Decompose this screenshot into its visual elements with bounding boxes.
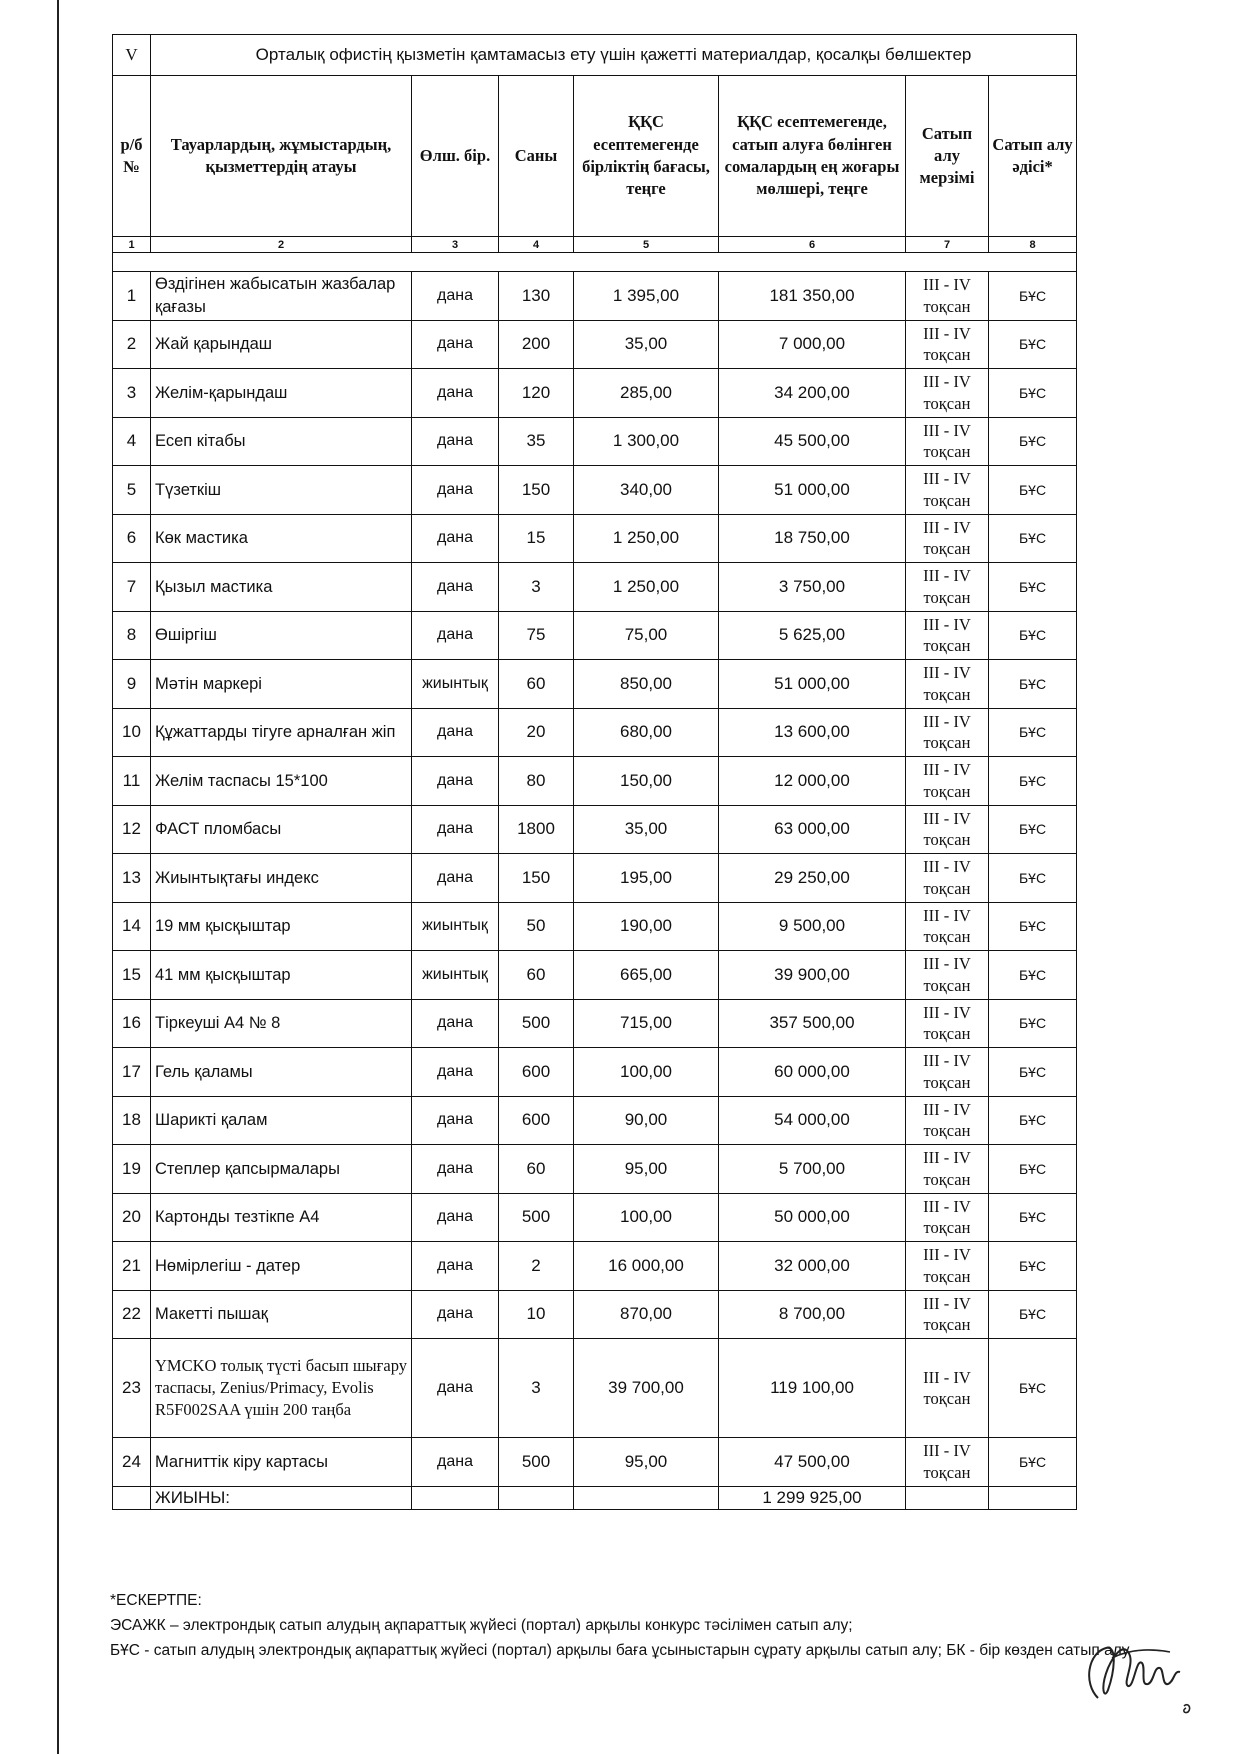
item-max-sum: 181 350,00 (719, 272, 906, 321)
item-name: Желім-қарындаш (151, 369, 412, 418)
scan-edge-left (57, 0, 59, 1754)
item-qty: 150 (499, 466, 574, 515)
item-unit-price: 715,00 (574, 999, 719, 1048)
item-qty: 75 (499, 611, 574, 660)
item-name: Есеп кітабы (151, 417, 412, 466)
table-row (113, 611, 1077, 660)
header-method: Сатып алу әдісі* (989, 76, 1077, 237)
item-unit: дана (412, 757, 499, 806)
item-name: Қызыл мастика (151, 563, 412, 612)
item-unit-price: 75,00 (574, 611, 719, 660)
table-row (113, 417, 1077, 466)
item-unit-price: 95,00 (574, 1145, 719, 1194)
table-row (113, 1096, 1077, 1145)
item-name: Мәтін маркері (151, 660, 412, 709)
item-term: III - IV тоқсан (906, 563, 989, 612)
item-qty: 600 (499, 1048, 574, 1097)
item-method: БҰС (989, 757, 1077, 806)
item-qty: 130 (499, 272, 574, 321)
item-name: Өздігінен жабысатын жазбалар қағазы (151, 272, 412, 321)
row-number: 24 (113, 1438, 151, 1487)
item-term: III - IV тоқсан (906, 951, 989, 1000)
item-term: III - IV тоқсан (906, 854, 989, 903)
item-term: III - IV тоқсан (906, 1290, 989, 1339)
item-name: Жиынтықтағы индекс (151, 854, 412, 903)
notes (110, 1588, 1130, 1663)
item-method: БҰС (989, 708, 1077, 757)
row-number: 4 (113, 417, 151, 466)
item-unit-price: 665,00 (574, 951, 719, 1000)
item-term: III - IV тоқсан (906, 1339, 989, 1438)
total-blank (989, 1486, 1077, 1509)
item-term: III - IV тоқсан (906, 1096, 989, 1145)
item-max-sum: 8 700,00 (719, 1290, 906, 1339)
item-unit: дана (412, 466, 499, 515)
column-number: 4 (499, 237, 574, 253)
notes-line-esazhk: ЭСАЖК – электрондық сатып алудың ақпараттық жүйесі (портал) арқылы конкурс тәсілімен сатып алу; (110, 1617, 853, 1634)
item-max-sum: 63 000,00 (719, 805, 906, 854)
item-max-sum: 5 700,00 (719, 1145, 906, 1194)
row-number: 15 (113, 951, 151, 1000)
item-unit: дана (412, 320, 499, 369)
item-max-sum: 29 250,00 (719, 854, 906, 903)
item-qty: 60 (499, 951, 574, 1000)
column-number: 3 (412, 237, 499, 253)
item-qty: 15 (499, 514, 574, 563)
item-unit-price: 35,00 (574, 320, 719, 369)
row-number: 17 (113, 1048, 151, 1097)
item-method: БҰС (989, 563, 1077, 612)
row-number: 8 (113, 611, 151, 660)
item-unit: дана (412, 1290, 499, 1339)
item-method: БҰС (989, 369, 1077, 418)
row-number: 2 (113, 320, 151, 369)
item-name: Картонды тезтікпе А4 (151, 1193, 412, 1242)
item-qty: 1800 (499, 805, 574, 854)
item-method: БҰС (989, 1438, 1077, 1487)
table-row (113, 1242, 1077, 1291)
item-term: III - IV тоқсан (906, 999, 989, 1048)
item-term: III - IV тоқсан (906, 611, 989, 660)
total-row (113, 1486, 1077, 1509)
item-unit: дана (412, 514, 499, 563)
table-row (113, 563, 1077, 612)
header-unit-price: ҚҚС есептемегенде бірліктің бағасы, теңге (574, 76, 719, 237)
item-unit-price: 285,00 (574, 369, 719, 418)
header-qty: Саны (499, 76, 574, 237)
table-row (113, 1193, 1077, 1242)
item-name: Көк мастика (151, 514, 412, 563)
table-row (113, 999, 1077, 1048)
item-term: III - IV тоқсан (906, 1438, 989, 1487)
item-unit-price: 190,00 (574, 902, 719, 951)
signature-image (1078, 1628, 1208, 1718)
item-term: III - IV тоқсан (906, 320, 989, 369)
item-unit-price: 850,00 (574, 660, 719, 709)
item-unit-price: 95,00 (574, 1438, 719, 1487)
table-row (113, 1290, 1077, 1339)
item-method: БҰС (989, 660, 1077, 709)
row-number: 1 (113, 272, 151, 321)
item-max-sum: 51 000,00 (719, 660, 906, 709)
item-name: Магниттік кіру картасы (151, 1438, 412, 1487)
section-number: V (113, 35, 151, 76)
item-qty: 60 (499, 660, 574, 709)
column-number: 7 (906, 237, 989, 253)
item-unit: дана (412, 611, 499, 660)
item-qty: 500 (499, 1193, 574, 1242)
item-unit: дана (412, 563, 499, 612)
item-name: Нөмірлегіш - датер (151, 1242, 412, 1291)
total-blank (412, 1486, 499, 1509)
item-method: БҰС (989, 272, 1077, 321)
item-method: БҰС (989, 1242, 1077, 1291)
item-unit: дана (412, 1145, 499, 1194)
table-row (113, 272, 1077, 321)
item-term: III - IV тоқсан (906, 805, 989, 854)
item-unit-price: 195,00 (574, 854, 719, 903)
item-name: Степлер қапсырмалары (151, 1145, 412, 1194)
row-number: 21 (113, 1242, 151, 1291)
item-method: БҰС (989, 902, 1077, 951)
item-method: БҰС (989, 1339, 1077, 1438)
item-unit: дана (412, 1438, 499, 1487)
spacer-cell (113, 253, 1077, 272)
item-method: БҰС (989, 1096, 1077, 1145)
table-row (113, 902, 1077, 951)
item-max-sum: 54 000,00 (719, 1096, 906, 1145)
header-max-sum: ҚҚС есептемегенде, сатып алуға бөлінген сомалардың ең жоғары мөлшері, теңге (719, 76, 906, 237)
item-name: Өшіргіш (151, 611, 412, 660)
item-qty: 150 (499, 854, 574, 903)
item-max-sum: 60 000,00 (719, 1048, 906, 1097)
column-number: 8 (989, 237, 1077, 253)
item-max-sum: 45 500,00 (719, 417, 906, 466)
procurement-table (112, 34, 1077, 1510)
item-name: ФАСТ пломбасы (151, 805, 412, 854)
header-unit: Өлш. бір. (412, 76, 499, 237)
item-max-sum: 51 000,00 (719, 466, 906, 515)
item-method: БҰС (989, 611, 1077, 660)
section-title: Орталық офистің қызметін қамтамасыз ету үшін қажетті материалдар, қосалқы бөлшектер (151, 35, 1077, 76)
row-number: 5 (113, 466, 151, 515)
table-row (113, 708, 1077, 757)
item-qty: 10 (499, 1290, 574, 1339)
table-row (113, 805, 1077, 854)
row-number: 20 (113, 1193, 151, 1242)
item-max-sum: 34 200,00 (719, 369, 906, 418)
item-unit-price: 1 395,00 (574, 272, 719, 321)
row-number: 22 (113, 1290, 151, 1339)
item-term: III - IV тоқсан (906, 757, 989, 806)
spacer-row (113, 253, 1077, 272)
item-method: БҰС (989, 1193, 1077, 1242)
total-sum: 1 299 925,00 (719, 1486, 906, 1509)
item-name: Түзеткіш (151, 466, 412, 515)
table-row (113, 514, 1077, 563)
item-unit: дана (412, 854, 499, 903)
item-method: БҰС (989, 999, 1077, 1048)
total-blank (499, 1486, 574, 1509)
item-method: БҰС (989, 466, 1077, 515)
row-number: 11 (113, 757, 151, 806)
item-qty: 500 (499, 999, 574, 1048)
item-unit-price: 150,00 (574, 757, 719, 806)
item-max-sum: 18 750,00 (719, 514, 906, 563)
item-method: БҰС (989, 854, 1077, 903)
item-qty: 35 (499, 417, 574, 466)
item-unit: дана (412, 1242, 499, 1291)
item-term: III - IV тоқсан (906, 417, 989, 466)
item-max-sum: 13 600,00 (719, 708, 906, 757)
notes-line-bus: БҰС - сатып алудың электрондық ақпараттық жүйесі (портал) арқылы баға ұсыныстарын сұрату арқылы сатып алу; БК - бір көзден сатып алу (110, 1642, 1130, 1659)
item-unit: дана (412, 805, 499, 854)
table-row (113, 757, 1077, 806)
item-max-sum: 32 000,00 (719, 1242, 906, 1291)
item-qty: 3 (499, 563, 574, 612)
row-number: 6 (113, 514, 151, 563)
row-number: 16 (113, 999, 151, 1048)
item-qty: 500 (499, 1438, 574, 1487)
row-number: 14 (113, 902, 151, 951)
item-unit: дана (412, 708, 499, 757)
item-unit: дана (412, 999, 499, 1048)
row-number: 19 (113, 1145, 151, 1194)
item-method: БҰС (989, 805, 1077, 854)
item-term: III - IV тоқсан (906, 272, 989, 321)
row-number: 10 (113, 708, 151, 757)
item-qty: 80 (499, 757, 574, 806)
column-number: 1 (113, 237, 151, 253)
item-max-sum: 50 000,00 (719, 1193, 906, 1242)
item-name: Тіркеуші А4 № 8 (151, 999, 412, 1048)
row-number: 3 (113, 369, 151, 418)
table-row (113, 951, 1077, 1000)
item-unit: дана (412, 272, 499, 321)
item-unit: дана (412, 1339, 499, 1438)
item-term: III - IV тоқсан (906, 514, 989, 563)
table-row (113, 854, 1077, 903)
item-unit: дана (412, 417, 499, 466)
row-number: 23 (113, 1339, 151, 1438)
item-term: III - IV тоқсан (906, 708, 989, 757)
table-row (113, 1145, 1077, 1194)
item-unit-price: 870,00 (574, 1290, 719, 1339)
item-unit-price: 39 700,00 (574, 1339, 719, 1438)
row-number: 13 (113, 854, 151, 903)
item-max-sum: 9 500,00 (719, 902, 906, 951)
item-unit: дана (412, 1096, 499, 1145)
item-term: III - IV тоқсан (906, 1193, 989, 1242)
item-unit: жиынтық (412, 951, 499, 1000)
table-row (113, 1339, 1077, 1438)
item-method: БҰС (989, 1290, 1077, 1339)
table-row (113, 369, 1077, 418)
item-unit-price: 100,00 (574, 1048, 719, 1097)
item-qty: 120 (499, 369, 574, 418)
item-method: БҰС (989, 1145, 1077, 1194)
header-term: Сатып алу мерзімі (906, 76, 989, 237)
item-name: 41 мм қысқыштар (151, 951, 412, 1000)
item-name: Құжаттарды тігуге арналған жіп (151, 708, 412, 757)
item-unit: дана (412, 1193, 499, 1242)
total-blank (574, 1486, 719, 1509)
item-qty: 600 (499, 1096, 574, 1145)
item-method: БҰС (989, 417, 1077, 466)
item-term: III - IV тоқсан (906, 902, 989, 951)
section-row (113, 35, 1077, 76)
item-name: Гель қаламы (151, 1048, 412, 1097)
row-number: 7 (113, 563, 151, 612)
item-unit-price: 1 250,00 (574, 514, 719, 563)
item-unit-price: 90,00 (574, 1096, 719, 1145)
item-qty: 2 (499, 1242, 574, 1291)
table-row (113, 1048, 1077, 1097)
item-max-sum: 39 900,00 (719, 951, 906, 1000)
item-name: YMCKO толық түсті басып шығару таспасы, Zenius/Primacy, Evolis R5F002SAA үшін 200 таңба (151, 1339, 412, 1438)
item-unit: дана (412, 1048, 499, 1097)
item-name: Макетті пышақ (151, 1290, 412, 1339)
item-unit-price: 340,00 (574, 466, 719, 515)
item-method: БҰС (989, 1048, 1077, 1097)
table-row (113, 660, 1077, 709)
table-row (113, 320, 1077, 369)
column-number: 2 (151, 237, 412, 253)
item-name: 19 мм қысқыштар (151, 902, 412, 951)
item-unit-price: 1 300,00 (574, 417, 719, 466)
item-qty: 60 (499, 1145, 574, 1194)
header-rb-no: р/б № (113, 76, 151, 237)
item-qty: 20 (499, 708, 574, 757)
row-number: 12 (113, 805, 151, 854)
item-max-sum: 47 500,00 (719, 1438, 906, 1487)
item-unit-price: 1 250,00 (574, 563, 719, 612)
item-max-sum: 5 625,00 (719, 611, 906, 660)
item-term: III - IV тоқсан (906, 660, 989, 709)
item-term: III - IV тоқсан (906, 466, 989, 515)
column-number: 5 (574, 237, 719, 253)
header-row (113, 76, 1077, 237)
item-unit-price: 100,00 (574, 1193, 719, 1242)
item-method: БҰС (989, 320, 1077, 369)
column-number: 6 (719, 237, 906, 253)
column-number-row (113, 237, 1077, 253)
item-unit-price: 680,00 (574, 708, 719, 757)
item-unit: дана (412, 369, 499, 418)
item-term: III - IV тоқсан (906, 1048, 989, 1097)
item-unit-price: 35,00 (574, 805, 719, 854)
item-unit: жиынтық (412, 902, 499, 951)
item-qty: 3 (499, 1339, 574, 1438)
total-blank (113, 1486, 151, 1509)
row-number: 18 (113, 1096, 151, 1145)
total-label: ЖИЫНЫ: (151, 1486, 412, 1509)
item-name: Жай қарындаш (151, 320, 412, 369)
item-max-sum: 7 000,00 (719, 320, 906, 369)
item-name: Шарикті қалам (151, 1096, 412, 1145)
table-row (113, 1438, 1077, 1487)
item-max-sum: 3 750,00 (719, 563, 906, 612)
header-name: Тауарлардың, жұмыстардың, қызметтердің атауы (151, 76, 412, 237)
item-unit: жиынтық (412, 660, 499, 709)
item-qty: 200 (499, 320, 574, 369)
item-term: III - IV тоқсан (906, 1242, 989, 1291)
item-max-sum: 357 500,00 (719, 999, 906, 1048)
table-row (113, 466, 1077, 515)
item-method: БҰС (989, 514, 1077, 563)
item-max-sum: 12 000,00 (719, 757, 906, 806)
item-max-sum: 119 100,00 (719, 1339, 906, 1438)
total-blank (906, 1486, 989, 1509)
notes-title: *ЕСКЕРТПЕ: (110, 1592, 202, 1609)
item-term: III - IV тоқсан (906, 369, 989, 418)
item-term: III - IV тоқсан (906, 1145, 989, 1194)
item-qty: 50 (499, 902, 574, 951)
item-unit-price: 16 000,00 (574, 1242, 719, 1291)
item-method: БҰС (989, 951, 1077, 1000)
item-name: Желім таспасы 15*100 (151, 757, 412, 806)
row-number: 9 (113, 660, 151, 709)
